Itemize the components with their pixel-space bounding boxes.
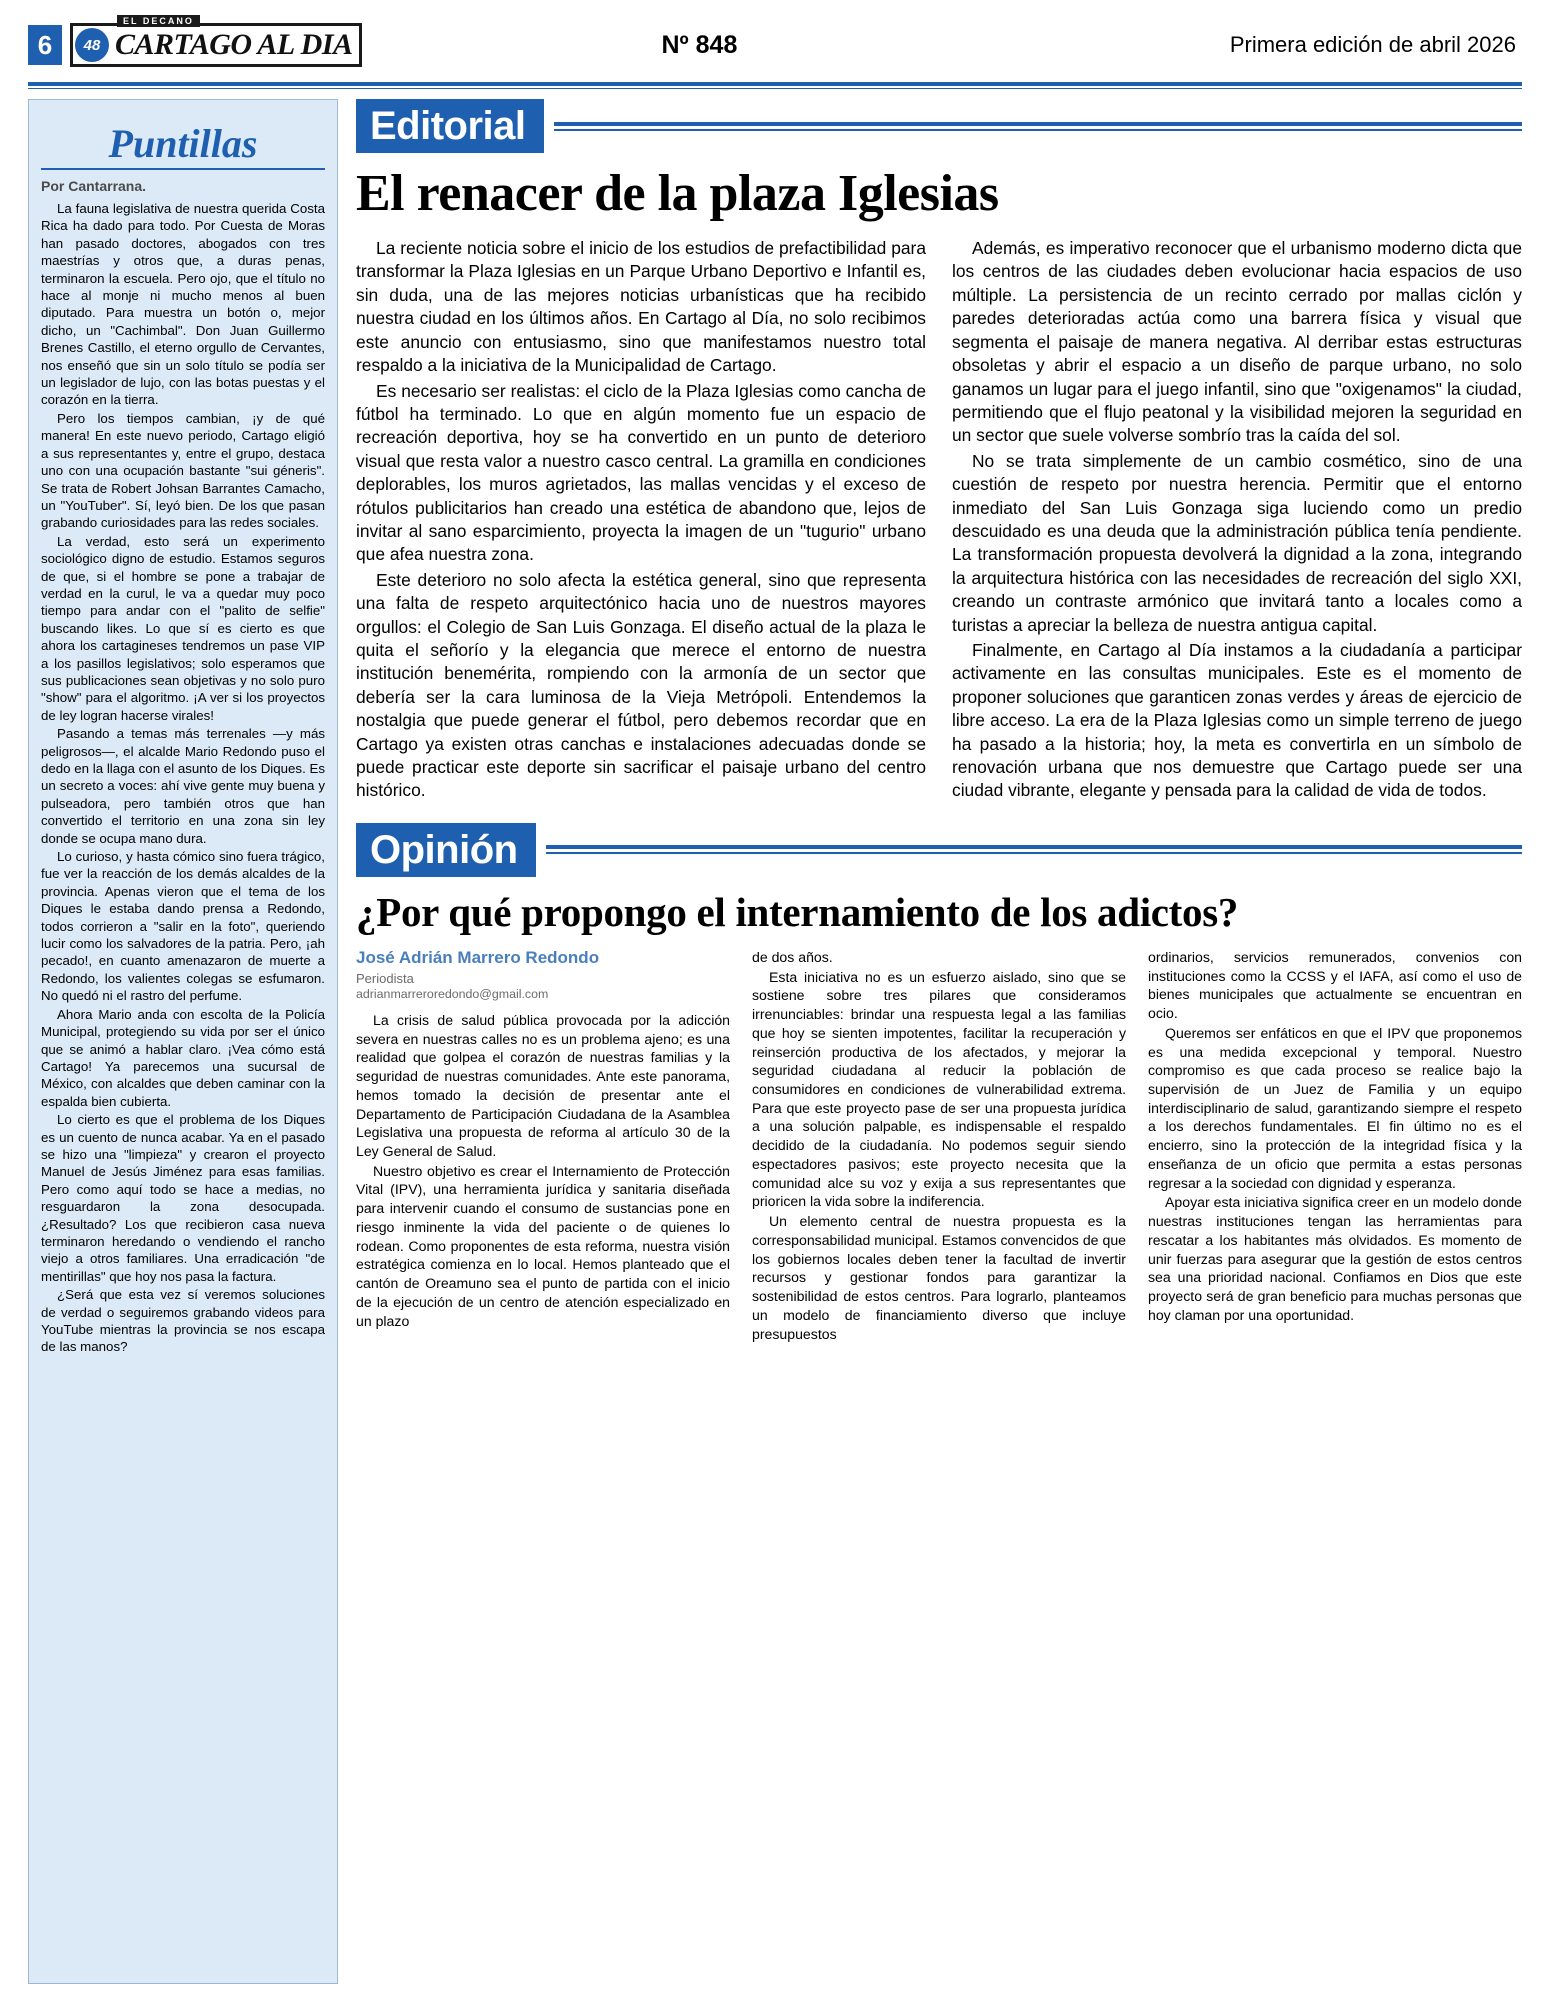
opinion-body bbox=[356, 948, 1522, 1344]
opinion-paragraph: Apoyar esta iniciativa significa creer en un modelo donde nuestras instituciones tengan las herramientas para rescatar a los habitantes más olvidados. Es momento de unir fuerzas para asegurar que la gestión de estos centros sea una prioridad nacional. Confiamos en Dios que este proyecto será de gran beneficio para muchas personas que hoy claman por una oportunidad. bbox=[1148, 1194, 1522, 1323]
puntillas-paragraph: ¿Será que esta vez sí veremos soluciones de verdad o seguiremos grabando videos para YouTube mientras la provincia se nos escapa de las manos? bbox=[41, 1287, 325, 1355]
editorial-banner-rules bbox=[554, 122, 1522, 131]
opinion-column-2 bbox=[752, 948, 1126, 1344]
editorial-banner bbox=[356, 99, 1522, 153]
page-folio: 6 bbox=[28, 25, 62, 65]
editorial-headline: El renacer de la plaza Iglesias bbox=[356, 165, 999, 222]
opinion-paragraph: Esta iniciativa no es un esfuerzo aislado, sino que se sostiene sobre tres pilares que consideramos irrenunciables: brindar una respuesta legal a las familias que hoy se sienten impotentes, facilitar la recuperación y reinserción productiva de los afectados, y mejorar la seguridad ciudadana al reducir la población de consumidores en condiciones de vulnerabilidad extrema. Para que este proyecto pase de ser una propuesta jurídica a una solución palpable, es indispensable el respaldo decidido de la ciudadanía. No podemos seguir siendo espectadores pasivos; este proyecto necesita que la comunidad alce su voz y exija a sus representantes que prioricen la vida sobre la indiferencia. bbox=[752, 968, 1126, 1210]
puntillas-column bbox=[28, 99, 338, 1984]
opinion-author-name: José Adrián Marrero Redondo bbox=[356, 947, 600, 967]
puntillas-paragraph: Ahora Mario anda con escolta de la Policía Municipal, protegiendo su vida por ser el único que se animó a hablar claro. ¡Vea cómo está Cartago! Ya parecemos una sucursal de México, con alcaldes que deben caminar con la espalda bien cubierta. bbox=[41, 1006, 325, 1109]
puntillas-paragraph: Lo cierto es que el problema de los Diques es un cuento de nunca acabar. Ya en el pasado se hizo una "limpieza" y crearon el proyecto Manuel de Jesús Jiménez para esas familias. Pero como aquí todo se hace a medias, no resguardaron la zona desocupada. ¿Resultado? Los que recibieron casa nueva terminaron heredando o vendiendo el rancho viejo a otros familiares. Una erradicación "de mentirillas" que hoy nos pasa la factura. bbox=[41, 1112, 325, 1284]
puntillas-paragraph: Pero los tiempos cambian, ¡y de qué manera! En este nuevo periodo, Cartago eligió a sus representantes y, entre el grupo, destaca uno con una ocupación bastante "sui géneris". Se trata de Robert Johsan Barrantes Camacho, un "YouTuber". Sí, leyó bien. De los que pasan grabando curiosidades para las redes sociales. bbox=[41, 410, 325, 531]
puntillas-divider bbox=[41, 168, 325, 170]
opinion-column-1 bbox=[356, 948, 730, 1344]
opinion-paragraph: ordinarios, servicios remunerados, convenios con instituciones como la CCSS y el IAFA, así como el uso de bienes municipales que actualmente se encuentran en ocio. bbox=[1148, 948, 1522, 1022]
anniversary-badge-icon: 48 bbox=[75, 28, 109, 62]
puntillas-paragraph: Pasando a temas más terrenales —y más peligrosos—, el alcalde Mario Redondo puso el dedo en la llaga con el asunto de los Diques. Es un secreto a voces: ahí vive gente muy buena y pulseadora, pero también otros que han convertido el territorio en una zona sin ley donde se ocupa mano dura. bbox=[41, 726, 325, 846]
issue-number: Nº 848 bbox=[661, 30, 738, 59]
opinion-headline: ¿Por qué propongo el internamiento de los adictos? bbox=[356, 888, 1239, 935]
logo-kicker: EL DECANO bbox=[117, 15, 200, 27]
puntillas-paragraph: La verdad, esto será un experimento sociológico digno de estudio. Estamos seguros de que, si el hombre se pone a trabajar de verdad en la curul, le va a quedar muy poco tiempo para andar con el "palito de selfie" buscando likes. Lo que sí es cierto es que ahora los cartagineses tendremos un pase VIP a los pasillos legislativos; solo esperamos que sus publicaciones sean objetivas y no solo puro "show" para el algoritmo. ¡A ver si los proyectos de ley logran hacerse virales! bbox=[41, 533, 325, 723]
editorial-body bbox=[356, 237, 1522, 805]
opinion-banner bbox=[356, 823, 1522, 877]
edition-date: Primera edición de abril 2026 bbox=[1229, 32, 1516, 57]
puntillas-body bbox=[41, 200, 325, 1356]
opinion-banner-rules bbox=[546, 845, 1522, 854]
opinion-banner-label: Opinión bbox=[356, 823, 536, 877]
opinion-paragraph: de dos años. bbox=[752, 948, 833, 965]
publication-logo bbox=[70, 16, 362, 67]
opinion-author-email[interactable]: adrianmarreroredondo@gmail.com bbox=[356, 986, 549, 1001]
masthead bbox=[28, 0, 1522, 76]
masthead-rule-thick bbox=[28, 82, 1522, 86]
opinion-paragraph: La crisis de salud pública provocada por la adicción severa en nuestras calles no es un problema ajeno; es una realidad que golpea el corazón de nuestras familias y la seguridad de nuestras comunidades. Ante este panorama, hemos tomado la decisión de presentar ante el Departamento de Participación Ciudadana de la Asamblea Legislativa una propuesta de reforma al artículo 30 de la Ley General de Salud. bbox=[356, 1011, 730, 1160]
editorial-column-2 bbox=[952, 237, 1522, 805]
opinion-author-role: Periodista bbox=[356, 970, 414, 986]
opinion-paragraph: Queremos ser enfáticos en que el IPV que proponemos es una medida excepcional y temporal. Nuestro compromiso es que cada proceso se realice bajo la supervisión de un Juez de Familia y un equipo interdisciplinario de salud, garantizando siempre el respeto a los derechos fundamentales. El fin último no es el encierro, sino la protección de la integridad física y la enseñanza de un oficio que permita a estas personas regresar a la sociedad con dignidad y esperanza. bbox=[1148, 1024, 1522, 1191]
editorial-paragraph: Este deterioro no solo afecta la estética general, sino que representa una falta de respeto arquitectónico hacia uno de nuestros mayores orgullos: el Colegio de San Luis Gonzaga. El diseño actual de la plaza le quita el señorío y la elegancia que merece el entorno de nuestra institución benemérita, rompiendo con la armonía de un sector que debería ser la cara luminosa de la Vieja Metrópoli. Entendemos la nostalgia que puede generar el fútbol, pero debemos recordar que en Cartago ya existen otras canchas e instalaciones adecuadas donde se puede practicar este deporte sin sacrificar el paisaje urbano del centro histórico. bbox=[356, 569, 926, 801]
page-body bbox=[28, 99, 1522, 1984]
logo-wordmark: CARTAGO AL DIA bbox=[115, 28, 353, 61]
editorial-banner-label: Editorial bbox=[356, 99, 544, 153]
opinion-section bbox=[356, 823, 1522, 1344]
editorial-paragraph: Además, es imperativo reconocer que el urbanismo moderno dicta que los centros de las ciudades deben evolucionar hacia espacios de uso múltiple. La persistencia de un recinto cerrado por mallas ciclón y paredes deterioradas actúa como una barrera física y visual que segmenta el paisaje de manera negativa. Al derribar estas estructuras obsoletas y abrir el espacio a un diseño de parque urbano, no solo ganamos un lugar para el juego infantil, sino que "oxigenamos" la ciudad, permitiendo que el flujo peatonal y la visibilidad mejoren la seguridad en un sector que suele volverse sombrío tras la caída del sol. bbox=[952, 238, 1522, 446]
editorial-paragraph: La reciente noticia sobre el inicio de los estudios de prefactibilidad para transformar la Plaza Iglesias en un Parque Urbano Deportivo e Infantil es, sin duda, una de las mejores noticias urbanísticas que ha recibido nuestra ciudad en los últimos años. En Cartago al Día, no solo recibimos este anuncio con entusiasmo, sino que manifestamos nuestro total respaldo a la iniciativa de la Municipalidad de Cartago. bbox=[356, 238, 926, 376]
editorial-paragraph: Finalmente, en Cartago al Día instamos a la ciudadanía a participar activamente en las consultas municipales. Este es el momento de proponer soluciones que garanticen zonas verdes y áreas de ejercicio de libre acceso. La era de la Plaza Iglesias como un simple terreno de juego ha pasado a la historia; hoy, la meta es convertirla en un símbolo de renovación urbana que nos demuestre que Cartago puede ser una ciudad vibrante, elegante y pensada para la calidad de vida de todos. bbox=[952, 639, 1522, 801]
puntillas-title: Puntillas bbox=[108, 121, 258, 166]
opinion-column-3 bbox=[1148, 948, 1522, 1344]
puntillas-author: Por Cantarrana. bbox=[41, 178, 147, 194]
opinion-paragraph: Nuestro objetivo es crear el Internamiento de Protección Vital (IPV), una herramienta jurídica y sanitaria diseñada para intervenir cuando el consumo de sustancias pone en riesgo inminente la vida del paciente o de quienes lo rodean. Como proponentes de esta reforma, nuestra visión estratégica comienza en lo local. Hemos planteado que el cantón de Oreamuno sea el punto de partida con el inicio de la ejecución de un centro de atención especializado en un plazo bbox=[356, 1162, 730, 1329]
opinion-paragraph: Un elemento central de nuestra propuesta es la corresponsabilidad municipal. Estamos convencidos de que los gobiernos locales deben tener la facultad de invertir recursos y gestionar fondos para garantizar la sostenibilidad de estos centros. Para lograrlo, planteamos un modelo de financiamiento diverso que incluye presupuestos bbox=[752, 1213, 1126, 1342]
editorial-paragraph: No se trata simplemente de un cambio cosmético, sino de una cuestión de respeto por nuestra herencia. Permitir que el entorno inmediato del San Luis Gonzaga siga luciendo como un predio descuidado es una deuda que la administración pública tenía pendiente. La transformación propuesta devolverá la dignidad a la zona, integrando la arquitectura histórica con las necesidades de recreación del siglo XXI, creando un contraste armónico que invitará tanto a locales como a turistas a apreciar la belleza de nuestra antigua capital. bbox=[952, 450, 1522, 635]
editorial-column-1 bbox=[356, 237, 926, 805]
puntillas-paragraph: La fauna legislativa de nuestra querida Costa Rica ha dado para todo. Por Cuesta de Moras han pasado doctores, abogados con tres maestrías y otros que, a duras penas, terminaron la escuela. Pero ojo, que el título no hace al monje ni mucho menos al buen diputado. Para muestra un botón o, mejor dicho, un "Cachimbal". Don Juan Guillermo Brenes Castillo, el eterno orgullo de Cervantes, nos enseñó que sin un solo título se podía ser un legislador de lujo, con las botas puestas y el corazón en la tierra. bbox=[41, 201, 325, 408]
puntillas-paragraph: Lo curioso, y hasta cómico sino fuera trágico, fue ver la reacción de los demás alcaldes de la provincia. Apenas vieron que el tema de los Diques le estaba dando prensa a Redondo, todos corrieron a "salir en la foto", queriendo lucir como los salvadores de la patria. Pero, ¡ah pecado!, en cuanto amenazaron de muerte a Redondo, los valientes colegas se esfumaron. No quedó ni el rastro del perfume. bbox=[41, 849, 325, 1004]
main-column bbox=[338, 99, 1522, 1984]
editorial-paragraph: Es necesario ser realistas: el ciclo de la Plaza Iglesias como cancha de fútbol ha terminado. Lo que en algún momento fue un espacio de recreación deportiva, hoy se ha convertido en un punto de deterioro visual que resta valor a nuestro casco central. La gramilla en condiciones deplorables, los muros agrietados, las mallas vencidas y el exceso de rótulos publicitarios han creado una estética de abandono que, lejos de invitar al sano esparcimiento, proyecta la imagen de un "tugurio" urbano que afea nuestra zona. bbox=[356, 380, 926, 565]
masthead-rule-thin bbox=[28, 88, 1522, 89]
